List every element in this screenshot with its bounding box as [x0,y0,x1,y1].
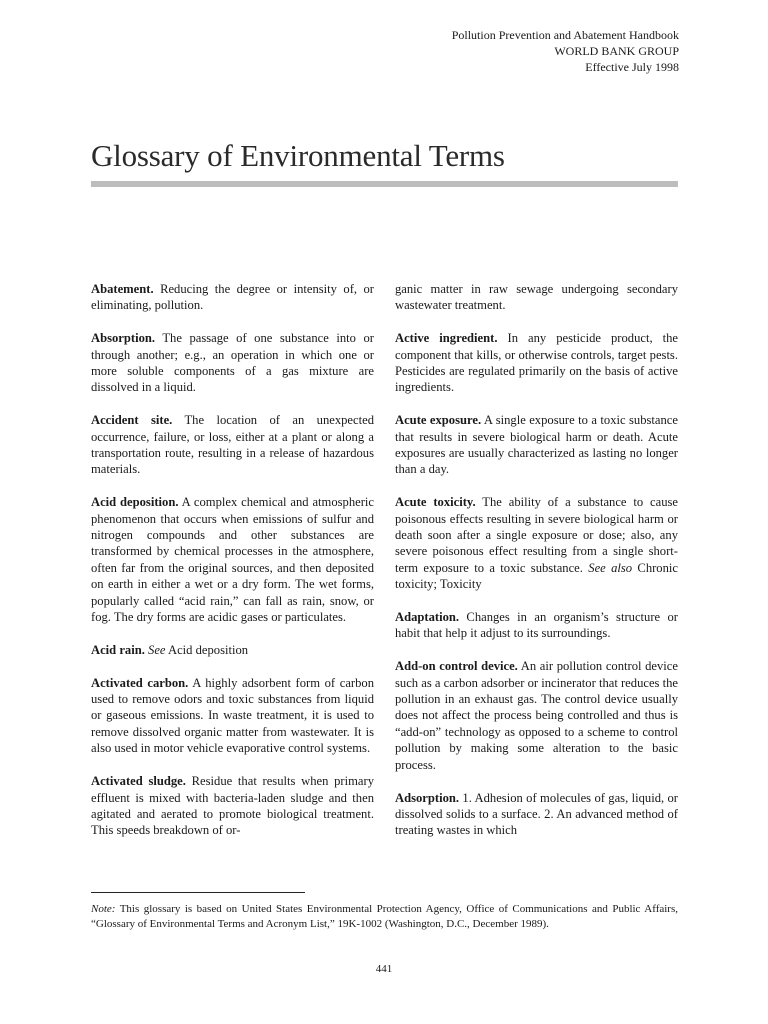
header-effective-date: Effective July 1998 [585,60,679,74]
glossary-definition: A complex chemical and atmospheric phenomenon that occurs when emissions of sulfur and nitrogen compounds and other substances are transformed by chemical processes in the atmosphere, often far from the original sources, and then deposited on earth in either a wet or a dry form. The wet forms, popularly called “acid rain,” can fall as rain, snow, or fog. The dry forms are acidic gases or particulates. [91,495,374,625]
glossary-entry-acid-deposition [91,494,374,625]
glossary-entry-acute-exposure [395,412,678,478]
glossary-definition: A highly adsorbent form of carbon used to remove odors and toxic substances from liquid or gaseous emissions. In waste treatment, it is used to remove dissolved organic matter from wastewater. It is also used in motor vehicle evaporative control systems. [91,675,374,756]
glossary-term: Acid rain. [91,642,145,657]
glossary-entry-absorption [91,330,374,396]
glossary-definition: Reducing the degree or intensity of, or eliminating, pollution. [91,282,374,313]
glossary-term: Adaptation. [395,610,460,625]
footnote-label: Note: [91,903,116,915]
header-handbook-title: Pollution Prevention and Abatement Handbook [451,28,679,42]
glossary-entry-continuation [395,281,678,314]
glossary-entry-activated-carbon [91,675,374,757]
glossary-term: Activated sludge. [91,774,186,789]
glossary-term: Abatement. [91,282,154,296]
glossary-entry-activated-sludge [91,773,374,839]
page-number: 441 [375,963,393,975]
glossary-definition: 1. Adhesion of molecules of gas, liquid, or dissolved solids to a surface. 2. An advanced method of treating wastes in which [395,790,678,838]
glossary-entry-acute-toxicity [395,494,678,592]
glossary-column-left [91,281,374,855]
glossary-entry-acid-rain [91,642,374,658]
glossary-definition: Residue that results when primary effluent is mixed with bacteria-laden sludge and then agitated and aerated to promote biological treatment. This speeds breakdown of or- [91,774,374,838]
glossary-definition: A single exposure to a toxic substance that results in severe biological harm or death. Acute exposures are usually characterized as lasting no longer than a day. [395,413,678,477]
glossary-term: Acute exposure. [395,413,482,428]
glossary-definition: The location of an unexpected occurrence, failure, or loss, either at a plant or along a transportation route, resulting in a release of hazardous materials. [91,413,374,477]
glossary-definition: ganic matter in raw sewage undergoing secondary wastewater treatment. [395,282,678,313]
running-header [452,27,679,75]
glossary-entry-abatement [91,281,374,314]
glossary-definition: The ability of a substance to cause poisonous effects resulting in severe biological harm or death soon after a single exposure or dose; also, any severe poisonous effect resulting from a single short-term exposure to a toxic substance. [395,495,678,575]
glossary-definition: An air pollution control device such as a carbon adsorber or incinerator that reduces the pollution in an exhaust gas. The control device usually does not affect the process being controlled and thus is “add-on” technology as opposed to a scheme to control pollution by making some alteration to the basic process. [395,659,678,772]
glossary-term: Acid deposition. [91,495,179,510]
glossary-term: Adsorption. [395,790,460,805]
footnote-rule [91,892,305,893]
glossary-term: Accident site. [91,413,173,428]
glossary-term: Absorption. [91,331,156,346]
glossary-entry-add-on-control-device [395,658,678,773]
glossary-entry-active-ingredient [395,330,678,396]
glossary-entry-adaptation [395,609,678,642]
glossary-term: Activated carbon. [91,675,189,690]
glossary-entry-accident-site [91,412,374,478]
footnote-text: This glossary is based on United States Environmental Protection Agency, Office of Communications and Public Affairs, “Glossary of Environmental Terms and Acronym List,” 19K-1002 (Washington, D.C., December 1989). [91,903,678,930]
cross-reference-targets: Chronic toxicity; Toxicity [395,560,678,592]
glossary-definition: Acid deposition [165,642,249,657]
glossary-column-right [395,281,678,855]
glossary-definition: The passage of one substance into or through another; e.g., an operation in which one or more soluble components of a gas mixture are dissolved in a liquid. [91,331,374,395]
footnote [91,902,678,931]
glossary-term: Add-on control device. [395,659,518,674]
cross-reference-label: See [148,642,166,657]
glossary-entry-adsorption [395,790,678,839]
title-rule [91,181,678,187]
cross-reference-label: See also [588,560,633,575]
glossary-definition: In any pesticide product, the component that kills, or otherwise controls, target pests. Pesticides are regulated primarily on the basis of active ingredients. [395,331,679,395]
glossary-term: Active ingredient. [395,331,498,346]
glossary-term: Acute toxicity. [395,495,476,510]
page-title: Glossary of Environmental Terms [91,138,505,173]
header-organization: WORLD BANK GROUP [554,44,679,58]
glossary-definition: Changes in an organism’s structure or habit that help it adjust to its surroundings. [395,610,678,641]
